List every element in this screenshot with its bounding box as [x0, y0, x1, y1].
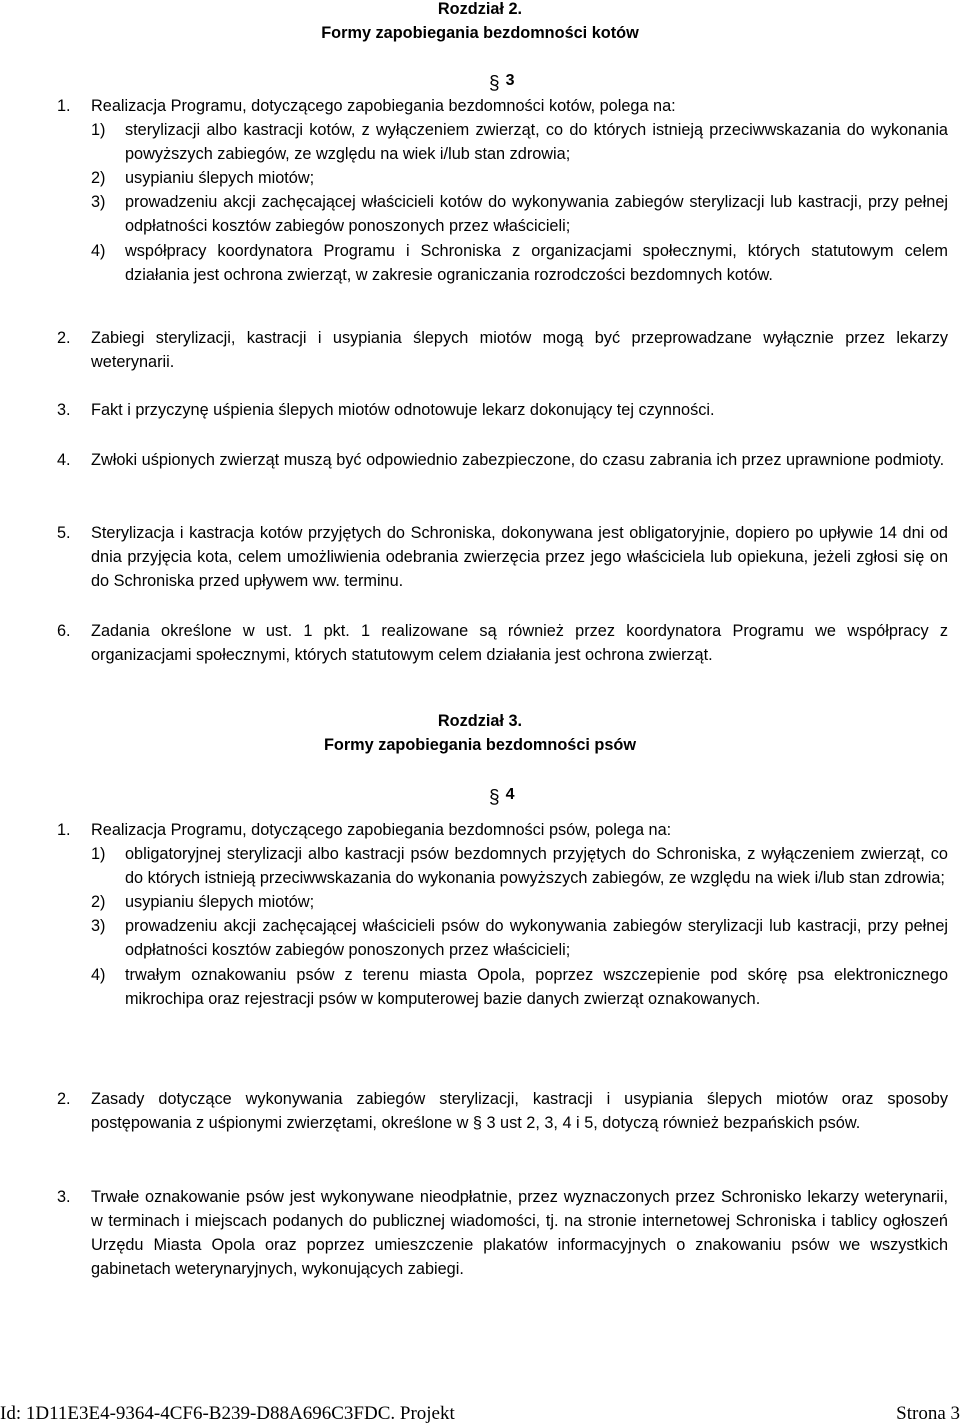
item-number: 3) [91, 193, 106, 212]
paragraph-4-2 [57, 1087, 948, 1135]
chapter-3-heading [0, 709, 960, 757]
section-symbol: § [489, 73, 500, 94]
page-number: Strona 3 [896, 1403, 960, 1424]
chapter-2-subtitle: Formy zapobiegania bezdomności kotów [321, 24, 639, 42]
list-item [91, 842, 948, 890]
paragraph-number: 2. [57, 329, 71, 347]
document-id: Id: 1D11E3E4-9364-4CF6-B239-D88A696C3FDC. Projekt [0, 1403, 455, 1424]
paragraph-number: 3. [57, 401, 71, 419]
list-item [91, 890, 948, 914]
paragraph-text: Trwałe oznakowanie psów jest wykonywane nieodpłatnie, przez wyznaczonych przez Schronisko lekarzy weterynarii, w terminach i miejscach podanych do publicznej wiadomości, tj. na stronie internetowej Schroniska i tablicy ogłoszeń Urzędu Miasta Opola oraz poprzez umieszczenie plakatów informacyjnych o znakowaniu psów we wszystkich gabinetach weterynaryjnych, wykonujących zabiegi. [91, 1188, 948, 1279]
paragraph-4-1 [57, 818, 948, 1011]
paragraph-text: Realizacja Programu, dotyczącego zapobiegania bezdomności psów, polega na: [91, 821, 672, 839]
paragraph-text: Sterylizacja i kastracja kotów przyjętych do Schroniska, dokonywana jest obligatoryjnie, dopiero po upływie 14 dni od dnia przyjęcia kota, celem umożliwienia odebrania zwierzęcia przez jego właściciela lub opiekuna, jeżeli zgłosi się on do Schroniska przed upływem ww. terminu. [91, 524, 948, 591]
paragraph-number: 4. [57, 451, 71, 469]
paragraph-number: 5. [57, 524, 71, 542]
item-text: sterylizacji albo kastracji kotów, z wyłączeniem zwierząt, co do których istnieją przeciwwskazania do wykonania powyższych zabiegów, ze względu na wiek i/lub stan zdrowia; [125, 121, 948, 164]
item-text: trwałym oznakowaniu psów z terenu miasta Opola, poprzez wszczepienie pod skórę psa elektronicznego mikrochipa oraz rejestracji psów w komputerowej bazie danych zwierząt oznakowanych. [125, 965, 948, 1008]
section-number: 3 [505, 72, 515, 89]
item-number: 2) [91, 169, 106, 188]
list-item [91, 963, 948, 1011]
paragraph-3-1 [57, 94, 948, 287]
list-item [91, 166, 948, 190]
paragraph-3-5 [57, 521, 948, 593]
paragraph-number: 2. [57, 1090, 71, 1108]
paragraph-number: 3. [57, 1188, 71, 1206]
paragraph-3-4 [57, 448, 948, 472]
item-number: 1) [91, 121, 106, 140]
section-number: 4 [505, 786, 515, 803]
item-text: usypianiu ślepych miotów; [125, 893, 315, 912]
item-number: 4) [91, 965, 106, 984]
chapter-3-subtitle: Formy zapobiegania bezdomności psów [323, 736, 637, 754]
item-text: prowadzeniu akcji zachęcającej właścicieli kotów do wykonywania zabiegów sterylizacji lub kastracji, przy pełnej odpłatności kosztów zabiegów ponoszonych przez właścicieli; [125, 193, 948, 236]
paragraph-text: Zadania określone w ust. 1 pkt. 1 realizowane są również przez koordynatora Programu we współpracy z organizacjami społecznymi, których statutowym celem działania jest ochrona zwierząt. [91, 622, 948, 665]
item-text: prowadzeniu akcji zachęcającej właścicieli psów do wykonywania zabiegów sterylizacji lub kastracji, przy pełnej odpłatności kosztów zabiegów ponoszonych przez właścicieli; [125, 917, 948, 960]
list-item [91, 239, 948, 287]
list-item [91, 914, 948, 962]
list-item [91, 118, 948, 166]
item-number: 2) [91, 893, 106, 912]
paragraph-number: 1. [57, 97, 71, 115]
item-number: 3) [91, 917, 106, 936]
paragraph-text: Realizacja Programu, dotyczącego zapobiegania bezdomności kotów, polega na: [91, 97, 676, 115]
item-number: 4) [91, 241, 106, 260]
item-number: 1) [91, 845, 106, 864]
section-3-heading [489, 70, 549, 94]
paragraph-4-3 [57, 1185, 948, 1281]
item-text: współpracy koordynatora Programu i Schroniska z organizacjami społecznymi, których statutowym celem działania jest ochrona zwierząt, w zakresie ograniczania rozrodczości bezdomnych kotów. [125, 241, 948, 284]
paragraph-text: Zabiegi sterylizacji, kastracji i usypiania ślepych miotów mogą być przeprowadzane wyłącznie przez lekarzy weterynarii. [91, 329, 948, 372]
chapter-2-heading [0, 0, 960, 45]
page-footer [0, 1400, 960, 1428]
chapter-3-title: Rozdział 3. [437, 712, 523, 730]
section-4-heading [489, 784, 549, 808]
paragraph-text: Zasady dotyczące wykonywania zabiegów sterylizacji, kastracji i usypiania ślepych miotów oraz sposoby postępowania z uśpionymi zwierzętami, określone w § 3 ust 2, 3, 4 i 5, dotyczą również bezpańskich psów. [91, 1090, 948, 1133]
paragraph-3-3 [57, 398, 948, 422]
item-text: obligatoryjnej sterylizacji albo kastracji psów bezdomnych przyjętych do Schroniska, z wyłączeniem zwierząt, co do których istnieją przeciwwskazania do wykonania powyższych zabiegów, ze względu na wiek i/lub stan zdrowia; [125, 845, 948, 888]
paragraph-3-2 [57, 326, 948, 374]
paragraph-text: Fakt i przyczynę uśpienia ślepych miotów odnotowuje lekarz dokonujący tej czynności. [91, 401, 715, 419]
paragraph-3-6 [57, 619, 948, 667]
section-symbol: § [489, 787, 500, 808]
list-item [91, 190, 948, 238]
chapter-2-title: Rozdział 2. [437, 0, 523, 18]
paragraph-number: 6. [57, 622, 71, 640]
paragraph-text: Zwłoki uśpionych zwierząt muszą być odpowiednio zabezpieczone, do czasu zabrania ich przez uprawnione podmioty. [91, 451, 945, 469]
item-text: usypianiu ślepych miotów; [125, 169, 315, 188]
paragraph-number: 1. [57, 821, 71, 839]
